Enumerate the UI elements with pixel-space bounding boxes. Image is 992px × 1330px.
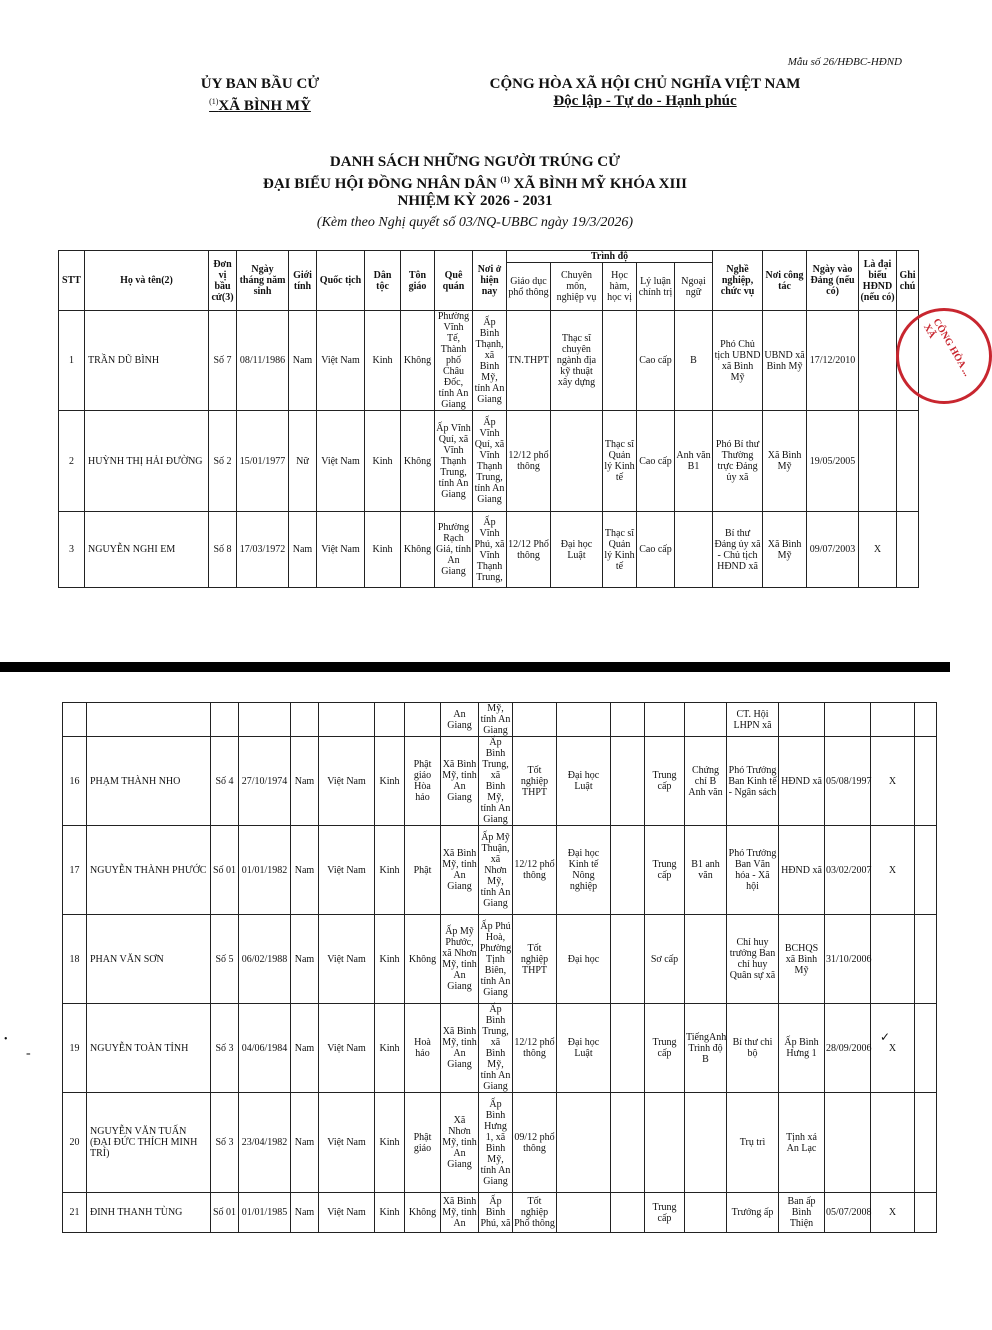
cell-name: NGUYỄN THÀNH PHƯỚC xyxy=(87,826,211,915)
cell-religion: Phật giáo Hòa hảo xyxy=(405,737,441,826)
cell-gender: Nam xyxy=(291,737,319,826)
cell-gender: Nam xyxy=(291,915,319,1004)
cell-nationality: Việt Nam xyxy=(317,411,365,512)
cell-nationality: Việt Nam xyxy=(319,915,375,1004)
cell-hometown: Xã Bình Mỹ, tỉnh An xyxy=(441,1193,479,1233)
header-job: Nghề nghiệp, chức vụ xyxy=(713,251,763,311)
cell-nationality: Việt Nam xyxy=(317,512,365,588)
cell-name: TRẦN DŨ BÌNH xyxy=(85,311,209,411)
header-name: Họ và tên(2) xyxy=(85,251,209,311)
cell-ethnicity: Kinh xyxy=(365,512,401,588)
header-degree: Học hàm, học vị xyxy=(603,263,637,311)
cell-note xyxy=(897,512,919,588)
official-stamp: CÔNG HÒA ... XÃ xyxy=(892,300,944,420)
cell-politics: Trung cấp xyxy=(645,826,685,915)
cell-politics: Cao cấp xyxy=(637,311,675,411)
cell-hometown: Xã Nhơn Mỹ, tỉnh An Giang xyxy=(441,1093,479,1193)
cell-name: ĐINH THANH TÙNG xyxy=(87,1193,211,1233)
cell-specialty xyxy=(557,1193,611,1233)
cell-dob: 27/10/1974 xyxy=(239,737,291,826)
cell-job: Trưởng ấp xyxy=(727,1193,779,1233)
table-row xyxy=(59,311,919,411)
cell-unit: Số 3 xyxy=(211,1004,239,1093)
cell-party-date: 17/12/2010 xyxy=(807,311,859,411)
committee-name: ỦY BAN BẦU CỬ xyxy=(200,76,320,92)
cell-stt: 2 xyxy=(59,411,85,512)
header-ethnicity: Dân tộc xyxy=(365,251,401,311)
cell-job: Phó Bí thư Thường trực Đảng ủy xã xyxy=(713,411,763,512)
cell-ethnicity: Kinh xyxy=(375,826,405,915)
cell-language xyxy=(685,915,727,1004)
country-name: CỘNG HÒA XÃ HỘI CHỦ NGHĨA VIỆT NAM xyxy=(489,76,801,92)
cell-specialty xyxy=(557,1093,611,1193)
cell-dob: 15/01/1977 xyxy=(237,411,289,512)
cell-language xyxy=(685,1193,727,1233)
cell-degree xyxy=(611,826,645,915)
cell-degree: Thạc sĩ Quản lý Kinh tế xyxy=(603,411,637,512)
cell-nationality: Việt Nam xyxy=(319,1093,375,1193)
cell-job: Bí thư chi bộ xyxy=(727,1004,779,1093)
header-was-delegate: Là đại biểu HĐND (nếu có) xyxy=(859,251,897,311)
cell-degree xyxy=(611,737,645,826)
cell-general-ed: 09/12 phổ thông xyxy=(513,1093,557,1193)
cell-workplace: HĐND xã xyxy=(779,826,825,915)
table-row xyxy=(59,512,919,588)
cell-residence: Ấp Bình Thạnh, xã Bình Mỹ, tỉnh An Giang xyxy=(473,311,507,411)
cell-dob: 23/04/1982 xyxy=(239,1093,291,1193)
cell-specialty: Đại học xyxy=(557,915,611,1004)
cell-politics: Trung cấp xyxy=(645,1193,685,1233)
cell-degree: Thạc sĩ Quản lý Kinh tế xyxy=(603,512,637,588)
cell-degree xyxy=(611,1004,645,1093)
header-stt: STT xyxy=(59,251,85,311)
cell-unit: Số 8 xyxy=(209,512,237,588)
header-politics: Lý luận chính trị xyxy=(637,263,675,311)
commune-name: $^{(1)}$XÃ BÌNH MỸ xyxy=(209,97,311,114)
cell-dob: 08/11/1986 xyxy=(237,311,289,411)
cell-politics: Sơ cấp xyxy=(645,915,685,1004)
cell-workplace: Xã Bình Mỹ xyxy=(763,411,807,512)
cell-job: Phó Trưởng Ban Kinh tế - Ngân sách xyxy=(727,737,779,826)
cell-politics: Trung cấp xyxy=(645,1004,685,1093)
cell-job: Trụ trì xyxy=(727,1093,779,1193)
cell-party-date: 31/10/2006 xyxy=(825,915,871,1004)
cell-dob: 01/01/1982 xyxy=(239,826,291,915)
cell-job: Phó Trưởng Ban Văn hóa - Xã hội xyxy=(727,826,779,915)
cell-note xyxy=(915,1004,937,1093)
cell-workplace: Ban ấp Bình Thiện xyxy=(779,1193,825,1233)
cell-general-ed: Tốt nghiệp THPT xyxy=(513,915,557,1004)
right-header xyxy=(440,76,850,110)
cell-note xyxy=(915,826,937,915)
cell-religion: Không xyxy=(401,411,435,512)
header-party-date: Ngày vào Đảng (nếu có) xyxy=(807,251,859,311)
cell-gender: Nam xyxy=(289,311,317,411)
page-divider xyxy=(0,662,950,672)
cell-workplace: BCHQS xã Bình Mỹ xyxy=(779,915,825,1004)
cell-ethnicity: Kinh xyxy=(375,1193,405,1233)
table-row xyxy=(63,1004,937,1093)
form-number: Mẫu số 26/HĐBC-HĐND xyxy=(787,56,902,68)
cell-job: Chỉ huy trưởng Ban chỉ huy Quân sự xã xyxy=(727,915,779,1004)
cell-nationality: Việt Nam xyxy=(319,1004,375,1093)
document-subtitle: (Kèm theo Nghị quyết số 03/NQ-UBBC ngày 19/3/2026) xyxy=(316,215,634,230)
cell-stt: 20 xyxy=(63,1093,87,1193)
cell-residence: Ấp Vĩnh Phú, xã Vĩnh Thạnh Trung, xyxy=(473,512,507,588)
header-note: Ghi chú xyxy=(897,251,919,311)
cell-dob: 01/01/1985 xyxy=(239,1193,291,1233)
cell-nationality: Việt Nam xyxy=(319,826,375,915)
header-general-ed: Giáo dục phổ thông xyxy=(507,263,551,311)
candidates-table-continued xyxy=(62,702,937,1233)
cell-religion: Không xyxy=(405,1193,441,1233)
cell-specialty: Thạc sĩ chuyên ngành địa kỹ thuật xây dựng xyxy=(551,311,603,411)
cell-politics: Trung cấp xyxy=(645,737,685,826)
cell-gender: Nam xyxy=(291,1093,319,1193)
cell-workplace: Xã Bình Mỹ xyxy=(763,512,807,588)
candidates-table xyxy=(58,250,919,588)
cell-unit: Số 01 xyxy=(211,1193,239,1233)
cell-hometown: Phường Rạch Giá, tỉnh An Giang xyxy=(435,512,473,588)
table-row-continuation: An Giang Mỹ, tỉnh An Giang CT. Hội LHPN xã xyxy=(63,703,937,737)
header-language: Ngoại ngữ xyxy=(675,263,713,311)
cell-language: B xyxy=(675,311,713,411)
cell-language xyxy=(675,512,713,588)
cell-gender: Nữ xyxy=(289,411,317,512)
cell-unit: Số 5 xyxy=(211,915,239,1004)
cell-workplace: Tịnh xá An Lạc xyxy=(779,1093,825,1193)
cell-stt: 19 xyxy=(63,1004,87,1093)
cell-general-ed: 12/12 Phổ thông xyxy=(507,512,551,588)
cell-residence: Ấp Bình Phú, xã xyxy=(479,1193,513,1233)
cell-unit: Số 4 xyxy=(211,737,239,826)
cell-note xyxy=(915,1093,937,1193)
cell-workplace: Ấp Bình Hưng 1 xyxy=(779,1004,825,1093)
cell-workplace: HĐND xã xyxy=(779,737,825,826)
cell-name: PHẠM THÀNH NHO xyxy=(87,737,211,826)
cell-residence: Ấp Bình Trung, xã Bình Mỹ, tỉnh An Giang xyxy=(479,1004,513,1093)
cell-stt: 1 xyxy=(59,311,85,411)
cell-language xyxy=(685,1093,727,1193)
cell-ethnicity: Kinh xyxy=(375,737,405,826)
document-page-1 xyxy=(0,0,973,662)
cell-was-delegate: X xyxy=(871,1193,915,1233)
cell-name: NGUYỄN NGHI EM xyxy=(85,512,209,588)
cell-hometown: Xã Bình Mỹ, tỉnh An Giang xyxy=(441,826,479,915)
cell-nationality: Việt Nam xyxy=(319,737,375,826)
cell-general-ed: Tốt nghiệp THPT xyxy=(513,737,557,826)
cell-language: TiếngAnh Trình độ B xyxy=(685,1004,727,1093)
cell-hometown: Ấp Mỹ Phước, xã Nhơn Mỹ, tỉnh An Giang xyxy=(441,915,479,1004)
table-row xyxy=(63,915,937,1004)
cell-dob: 06/02/1988 xyxy=(239,915,291,1004)
cell-hometown: Xã Bình Mỹ, tỉnh An Giang xyxy=(441,1004,479,1093)
document-page-2 xyxy=(0,672,950,1330)
cell-language: Chứng chỉ B Anh văn xyxy=(685,737,727,826)
cell-religion: Không xyxy=(405,915,441,1004)
cell-dob: 04/06/1984 xyxy=(239,1004,291,1093)
cell-stt: 21 xyxy=(63,1193,87,1233)
cell-general-ed: Tốt nghiệp Phổ thông xyxy=(513,1193,557,1233)
cell-unit: Số 01 xyxy=(211,826,239,915)
header-education: Trình độ xyxy=(507,251,713,263)
cell-stt: 18 xyxy=(63,915,87,1004)
cell-stt: 3 xyxy=(59,512,85,588)
cell-was-delegate: X xyxy=(871,737,915,826)
cell-hometown: Ấp Vĩnh Quí, xã Vĩnh Thạnh Trung, tỉnh An Giang xyxy=(435,411,473,512)
table-row xyxy=(63,826,937,915)
cell-party-date xyxy=(825,1093,871,1193)
cell-hometown: Phường Vĩnh Tế, Thành phố Châu Đốc, tỉnh An Giang xyxy=(435,311,473,411)
cell-specialty: Đại học Kinh tế Nông nghiệp xyxy=(557,826,611,915)
cell-ethnicity: Kinh xyxy=(365,411,401,512)
cell-ethnicity: Kinh xyxy=(375,1004,405,1093)
cell-gender: Nam xyxy=(289,512,317,588)
header-dob: Ngày tháng năm sinh xyxy=(237,251,289,311)
header-specialty: Chuyên môn, nghiệp vụ xyxy=(551,263,603,311)
cell-gender: Nam xyxy=(291,826,319,915)
cell-note xyxy=(897,411,919,512)
cell-unit: Số 2 xyxy=(209,411,237,512)
cell-language: Anh văn B1 xyxy=(675,411,713,512)
cell-was-delegate: X xyxy=(859,512,897,588)
cell-religion: Phật giáo xyxy=(405,1093,441,1193)
cell-was-delegate xyxy=(871,1093,915,1193)
cell-religion: Hoà hảo xyxy=(405,1004,441,1093)
cell-specialty: Đại học Luật xyxy=(557,1004,611,1093)
cell-stt: 17 xyxy=(63,826,87,915)
cell-residence: Ấp Mỹ Thuận, xã Nhơn Mỹ, tỉnh An Giang xyxy=(479,826,513,915)
cell-was-delegate xyxy=(871,915,915,1004)
cell-unit: Số 3 xyxy=(211,1093,239,1193)
cell-party-date: 05/08/1997 xyxy=(825,737,871,826)
cell-was-delegate xyxy=(859,411,897,512)
check-mark: ✓ xyxy=(879,1030,890,1044)
cell-note xyxy=(915,1193,937,1233)
cell-was-delegate xyxy=(859,311,897,411)
cell-religion: Phật xyxy=(405,826,441,915)
cell-residence: Ấp Vĩnh Quí, xã Vĩnh Thạnh Trung, tỉnh An Giang xyxy=(473,411,507,512)
cell-party-date: 09/07/2003 xyxy=(807,512,859,588)
mark-dot-2: • xyxy=(4,1034,8,1045)
table-row xyxy=(63,1093,937,1193)
cell-nationality: Việt Nam xyxy=(317,311,365,411)
cell-ethnicity: Kinh xyxy=(365,311,401,411)
cell-name: HUỲNH THỊ HẢI ĐƯỜNG xyxy=(85,411,209,512)
cell-job: Phó Chủ tịch UBND xã Bình Mỹ xyxy=(713,311,763,411)
cell-job: Bí thư Đảng ủy xã - Chủ tịch HĐND xã xyxy=(713,512,763,588)
cell-hometown: Xã Bình Mỹ, tỉnh An Giang xyxy=(441,737,479,826)
cell-party-date: 28/09/2006 xyxy=(825,1004,871,1093)
cell-specialty: Đại học Luật xyxy=(551,512,603,588)
header-residence: Nơi ở hiện nay xyxy=(473,251,507,311)
table-row xyxy=(63,1193,937,1233)
cell-general-ed: TN.THPT xyxy=(507,311,551,411)
cell-was-delegate: X xyxy=(871,1004,915,1093)
cell-party-date: 05/07/2008 xyxy=(825,1193,871,1233)
cell-residence: Ấp Bình Trung, xã Bình Mỹ, tỉnh An Giang xyxy=(479,737,513,826)
cell-politics: Cao cấp xyxy=(637,512,675,588)
cell-name: PHAN VĂN SƠN xyxy=(87,915,211,1004)
cell-unit: Số 7 xyxy=(209,311,237,411)
cell-degree xyxy=(611,1193,645,1233)
cell-politics xyxy=(645,1093,685,1193)
table-row xyxy=(59,411,919,512)
cell-specialty: Đại học Luật xyxy=(557,737,611,826)
cell-nationality: Việt Nam xyxy=(319,1193,375,1233)
cell-politics: Cao cấp xyxy=(637,411,675,512)
left-header xyxy=(150,76,370,115)
cell-religion: Không xyxy=(401,512,435,588)
cell-stt: 16 xyxy=(63,737,87,826)
cell-gender: Nam xyxy=(291,1193,319,1233)
cell-name: NGUYỄN TOÀN TỈNH xyxy=(87,1004,211,1093)
cell-degree xyxy=(603,311,637,411)
cell-name: NGUYỄN VĂN TUẤN (ĐẠI ĐỨC THÍCH MINH TRÍ) xyxy=(87,1093,211,1193)
header-religion: Tôn giáo xyxy=(401,251,435,311)
cell-was-delegate: X xyxy=(871,826,915,915)
cell-ethnicity: Kinh xyxy=(375,915,405,1004)
cell-general-ed: 12/12 phổ thông xyxy=(507,411,551,512)
cell-degree xyxy=(611,1093,645,1193)
table-row xyxy=(63,737,937,826)
cell-workplace: UBND xã Bình Mỹ xyxy=(763,311,807,411)
header-gender: Giới tính xyxy=(289,251,317,311)
cell-note xyxy=(915,915,937,1004)
cell-language: B1 anh văn xyxy=(685,826,727,915)
cell-gender: Nam xyxy=(291,1004,319,1093)
header-hometown: Quê quán xyxy=(435,251,473,311)
header-unit: Đơn vị bầu cử(3) xyxy=(209,251,237,311)
cell-religion: Không xyxy=(401,311,435,411)
mark-dot: - xyxy=(26,1046,31,1061)
cell-party-date: 03/02/2007 xyxy=(825,826,871,915)
cell-party-date: 19/05/2005 xyxy=(807,411,859,512)
cell-dob: 17/03/1972 xyxy=(237,512,289,588)
cell-specialty xyxy=(551,411,603,512)
cell-general-ed: 12/12 phổ thông xyxy=(513,1004,557,1093)
cell-general-ed: 12/12 phổ thông xyxy=(513,826,557,915)
cell-degree xyxy=(611,915,645,1004)
motto: Độc lập - Tự do - Hạnh phúc xyxy=(553,93,737,109)
document-title: DANH SÁCH NHỮNG NGƯỜI TRÚNG CỬ ĐẠI BIỂU HỘI ĐỒNG NHÂN DÂN $^{(1)}$ XÃ BÌNH MỸ KHÓA XIII NHIỆM KỲ 2026 - 2031 xyxy=(263,154,687,209)
header-nationality: Quốc tịch xyxy=(317,251,365,311)
cell-residence: Ấp Phú Hoà, Phường Tịnh Biên, tỉnh An Giang xyxy=(479,915,513,1004)
cell-residence: Ấp Bình Hưng 1, xã Bình Mỹ, tỉnh An Giang xyxy=(479,1093,513,1193)
header-workplace: Nơi công tác xyxy=(763,251,807,311)
cell-ethnicity: Kinh xyxy=(375,1093,405,1193)
cell-note xyxy=(915,737,937,826)
